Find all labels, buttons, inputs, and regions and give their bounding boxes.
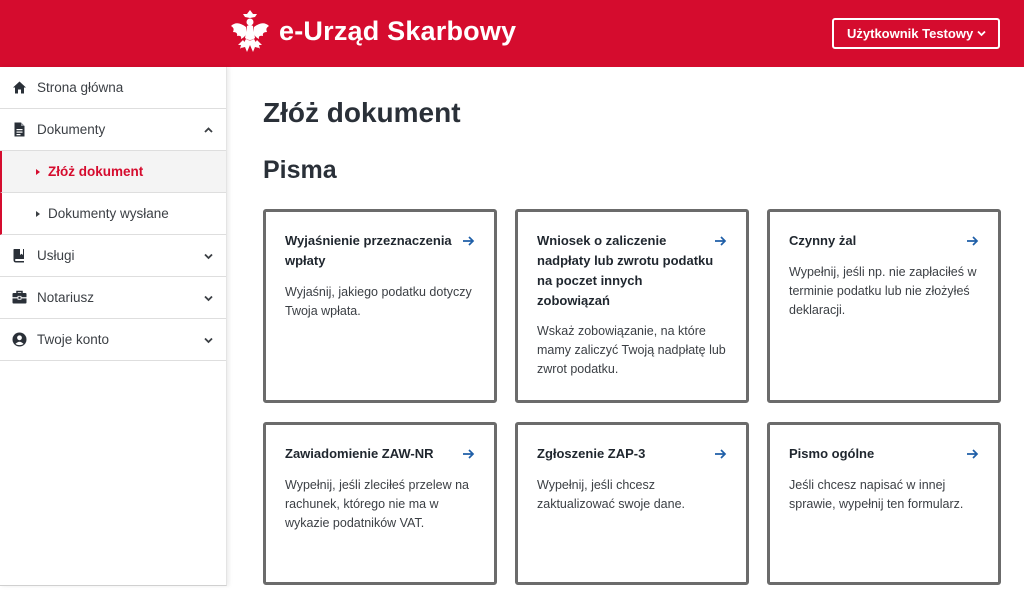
user-menu-button[interactable] (832, 18, 1000, 49)
triangle-bullet-icon (36, 169, 40, 175)
document-card[interactable] (767, 422, 1001, 585)
chevron-down-icon (203, 293, 214, 304)
document-icon (12, 122, 27, 137)
sidebar-subitem-label: Złóż dokument (48, 164, 144, 179)
sidebar-subitem-sent-documents[interactable] (0, 193, 226, 235)
sidebar-subitem-submit-document[interactable] (0, 151, 226, 193)
top-header (0, 0, 1024, 67)
arrow-right-icon (462, 235, 475, 247)
arrow-right-icon (462, 448, 475, 460)
home-icon (12, 80, 27, 95)
document-card[interactable] (263, 422, 497, 585)
card-description: Wypełnij, jeśli zleciłeś przelew na rachunek, którego nie ma w wykazie podatników VAT. (285, 478, 469, 530)
sidebar-item-label: Strona główna (37, 80, 124, 95)
chevron-down-icon (203, 335, 214, 346)
chevron-down-icon (976, 28, 987, 39)
sidebar-item-label: Dokumenty (37, 122, 106, 137)
card-description: Wyjaśnij, jakiego podatku dotyczy Twoja wpłata. (285, 285, 472, 318)
arrow-right-icon (714, 448, 727, 460)
card-title: Wniosek o zaliczenie nadpłaty lub zwrotu podatku na poczet innych zobowiązań (537, 233, 714, 308)
card-description: Jeśli chcesz napisać w innej sprawie, wypełnij ten formularz. (789, 478, 964, 511)
app-title[interactable]: e-Urząd Skarbowy (279, 16, 517, 46)
card-title: Zawiadomienie ZAW-NR (285, 446, 434, 461)
arrow-right-icon (966, 235, 979, 247)
sidebar-item-services[interactable] (0, 235, 226, 277)
briefcase-icon (12, 290, 27, 305)
book-icon (12, 248, 27, 263)
triangle-bullet-icon (36, 211, 40, 217)
card-title: Czynny żal (789, 233, 857, 248)
page-title: Złóż dokument (263, 97, 461, 128)
card-description: Wypełnij, jeśli np. nie zapłaciłeś w terminie podatku lub nie złożyłeś deklaracji. (789, 265, 977, 317)
sidebar-item-label: Twoje konto (37, 332, 110, 347)
document-card[interactable] (263, 209, 497, 403)
sidebar-item-label: Usługi (37, 248, 75, 263)
sidebar-item-label: Notariusz (37, 290, 95, 305)
document-card[interactable] (767, 209, 1001, 403)
sidebar-nav (0, 67, 227, 586)
card-description: Wskaż zobowiązanie, na które mamy zaliczyć Twoją nadpłatę lub zwrot podatku. (537, 324, 726, 376)
card-title: Zgłoszenie ZAP-3 (537, 446, 646, 461)
chevron-up-icon (203, 125, 214, 136)
document-card[interactable] (515, 209, 749, 403)
sidebar-item-home[interactable] (0, 67, 226, 109)
user-menu-label: Użytkownik Testowy (847, 26, 974, 41)
polish-eagle-emblem[interactable] (229, 8, 271, 56)
sidebar-item-account[interactable] (0, 319, 226, 361)
arrow-right-icon (966, 448, 979, 460)
card-description: Wypełnij, jeśli chcesz zaktualizować swoje dane. (537, 478, 685, 511)
sidebar-item-notary[interactable] (0, 277, 226, 319)
chevron-down-icon (203, 251, 214, 262)
card-title: Wyjaśnienie przeznaczenia wpłaty (285, 233, 452, 268)
section-title: Pisma (263, 156, 337, 184)
sidebar-item-documents[interactable] (0, 109, 226, 151)
sidebar-subitem-label: Dokumenty wysłane (48, 206, 169, 221)
card-title: Pismo ogólne (789, 446, 875, 461)
arrow-right-icon (714, 235, 727, 247)
document-card[interactable] (515, 422, 749, 585)
user-icon (12, 332, 27, 347)
